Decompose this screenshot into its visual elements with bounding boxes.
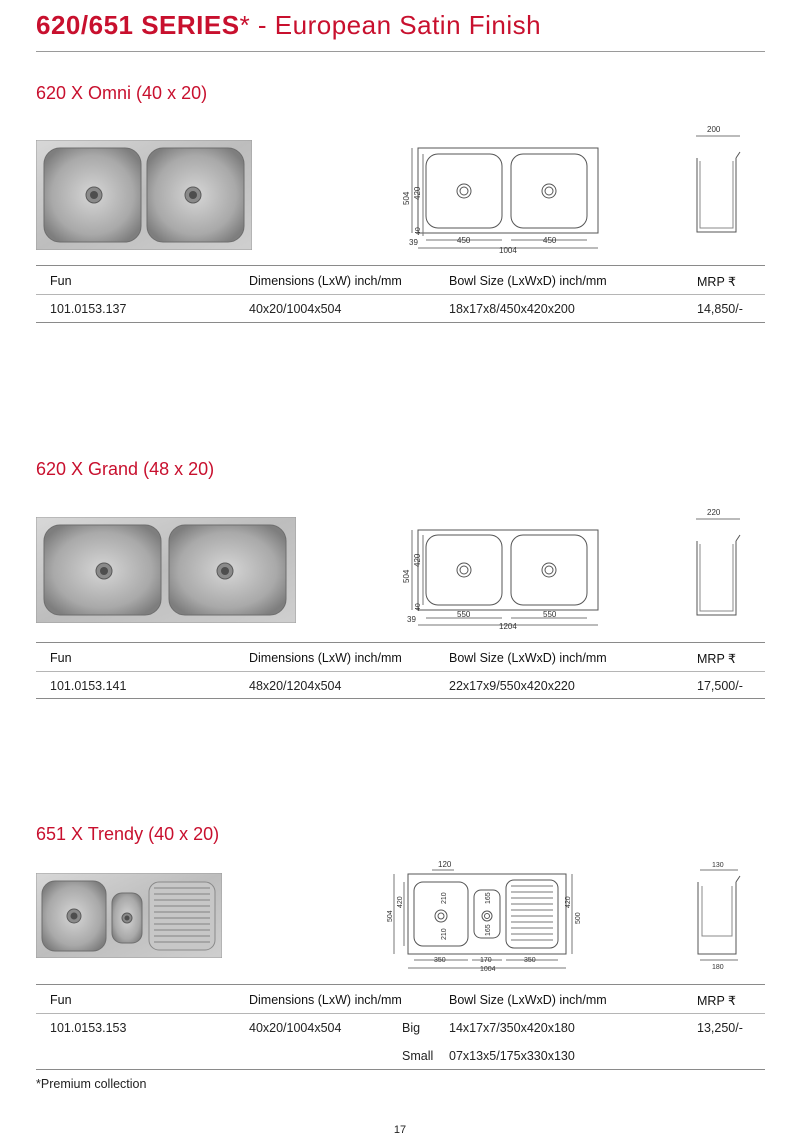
col-header-bowl: Bowl Size (LxWxD) inch/mm: [449, 651, 607, 665]
col-header-fun: Fun: [50, 274, 72, 288]
table-header-rule: [36, 294, 765, 295]
dim-gap: 170: [480, 957, 492, 964]
dim-right-h: 420: [565, 896, 572, 908]
row-mrp: 17,500/-: [697, 679, 743, 693]
side-profile-trendy: [692, 858, 750, 974]
dim-width: 504: [402, 191, 411, 205]
dim-top: 120: [438, 860, 452, 869]
row-big-bowl: 14x17x7/350x420x180: [449, 1021, 575, 1035]
row-bowl: 22x17x9/550x420x220: [449, 679, 575, 693]
dim-total: 1004: [480, 966, 496, 973]
col-header-mrp: MRP ₹: [697, 994, 736, 1008]
col-header-fun: Fun: [50, 993, 72, 1007]
row-dimensions: 40x20/1004x504: [249, 302, 342, 316]
footnote: *Premium collection: [36, 1077, 147, 1091]
side-profile-omni: [690, 122, 750, 238]
tech-drawing-omni: [395, 145, 605, 255]
col-header-dimensions: Dimensions (LxW) inch/mm: [249, 274, 402, 288]
dim-small-h2: 165: [485, 924, 492, 936]
section-title-omni: 620 X Omni (40 x 20): [36, 83, 208, 103]
dim-total: 1204: [499, 622, 517, 631]
row-bowl: 18x17x8/450x420x200: [449, 302, 575, 316]
row-dimensions: 48x20/1204x504: [249, 679, 342, 693]
col-header-bowl: Bowl Size (LxWxD) inch/mm: [449, 993, 607, 1007]
table-header-rule: [36, 1013, 765, 1014]
table-top-rule: [36, 265, 765, 266]
dim-bowl-width: 420: [397, 896, 404, 908]
dim-flange: 40: [415, 227, 422, 235]
dim-right-w: 500: [575, 912, 582, 924]
table-top-rule: [36, 642, 765, 643]
dim-bowl-width: 420: [413, 553, 422, 567]
tech-drawing-trendy: [384, 858, 584, 974]
dim-edge: 39: [407, 615, 416, 624]
row-small-label: Small: [402, 1049, 434, 1063]
section-title-trendy: 651 X Trendy (40 x 20): [36, 824, 220, 844]
dim-big-length: 350: [434, 957, 446, 964]
tech-drawing-grand: [395, 527, 605, 631]
dim-big-depth: 210: [441, 892, 448, 904]
dim-bowl-1: 550: [457, 610, 471, 619]
dim-bowl-1: 450: [457, 236, 471, 245]
dim-bowl-width: 420: [413, 186, 422, 200]
dim-small-depth: 210: [441, 928, 448, 940]
row-dimensions: 40x20/1004x504: [249, 1021, 342, 1035]
dim-edge: 39: [409, 238, 418, 247]
col-header-dimensions: Dimensions (LxW) inch/mm: [249, 651, 402, 665]
row-small-bowl: 07x13x5/175x330x130: [449, 1049, 575, 1063]
row-fun: 101.0153.137: [50, 302, 127, 316]
row-big-label: Big: [402, 1021, 421, 1035]
side-profile-grand: [690, 505, 750, 621]
dim-flange: 40: [415, 603, 422, 611]
table-top-rule: [36, 984, 765, 985]
col-header-mrp: MRP ₹: [697, 652, 736, 666]
col-header-bowl: Bowl Size (LxWxD) inch/mm: [449, 274, 607, 288]
dim-width: 504: [402, 569, 411, 583]
table-bottom-rule: [36, 698, 765, 699]
product-photo-trendy: [36, 873, 222, 958]
dim-bowl-2: 550: [543, 610, 557, 619]
table-bottom-rule: [36, 322, 765, 323]
title-divider: [36, 51, 765, 52]
dim-drain-length: 350: [524, 957, 536, 964]
table-header-rule: [36, 671, 765, 672]
section-title-grand: 620 X Grand (48 x 20): [36, 459, 215, 479]
side-depth-top: 130: [712, 862, 724, 869]
dim-bowl-2: 450: [543, 236, 557, 245]
col-header-mrp: MRP ₹: [697, 275, 736, 289]
row-mrp: 13,250/-: [697, 1021, 743, 1035]
dim-small-h1: 165: [485, 892, 492, 904]
table-bottom-rule: [36, 1069, 765, 1070]
col-header-dimensions: Dimensions (LxW) inch/mm: [249, 993, 402, 1007]
dim-width: 504: [387, 910, 394, 922]
product-photo-omni: [36, 140, 252, 250]
col-header-fun: Fun: [50, 651, 72, 665]
row-fun: 101.0153.141: [50, 679, 127, 693]
product-photo-grand: [36, 517, 296, 623]
side-depth-bottom: 180: [712, 964, 724, 971]
row-mrp: 14,850/-: [697, 302, 743, 316]
page-title: 620/651 SERIES* - European Satin Finish: [36, 10, 542, 40]
dim-total: 1004: [499, 246, 517, 255]
page-number: 17: [393, 1124, 407, 1136]
row-fun: 101.0153.153: [50, 1021, 127, 1035]
side-depth-label: 220: [707, 508, 721, 517]
side-depth-label: 200: [707, 125, 721, 134]
